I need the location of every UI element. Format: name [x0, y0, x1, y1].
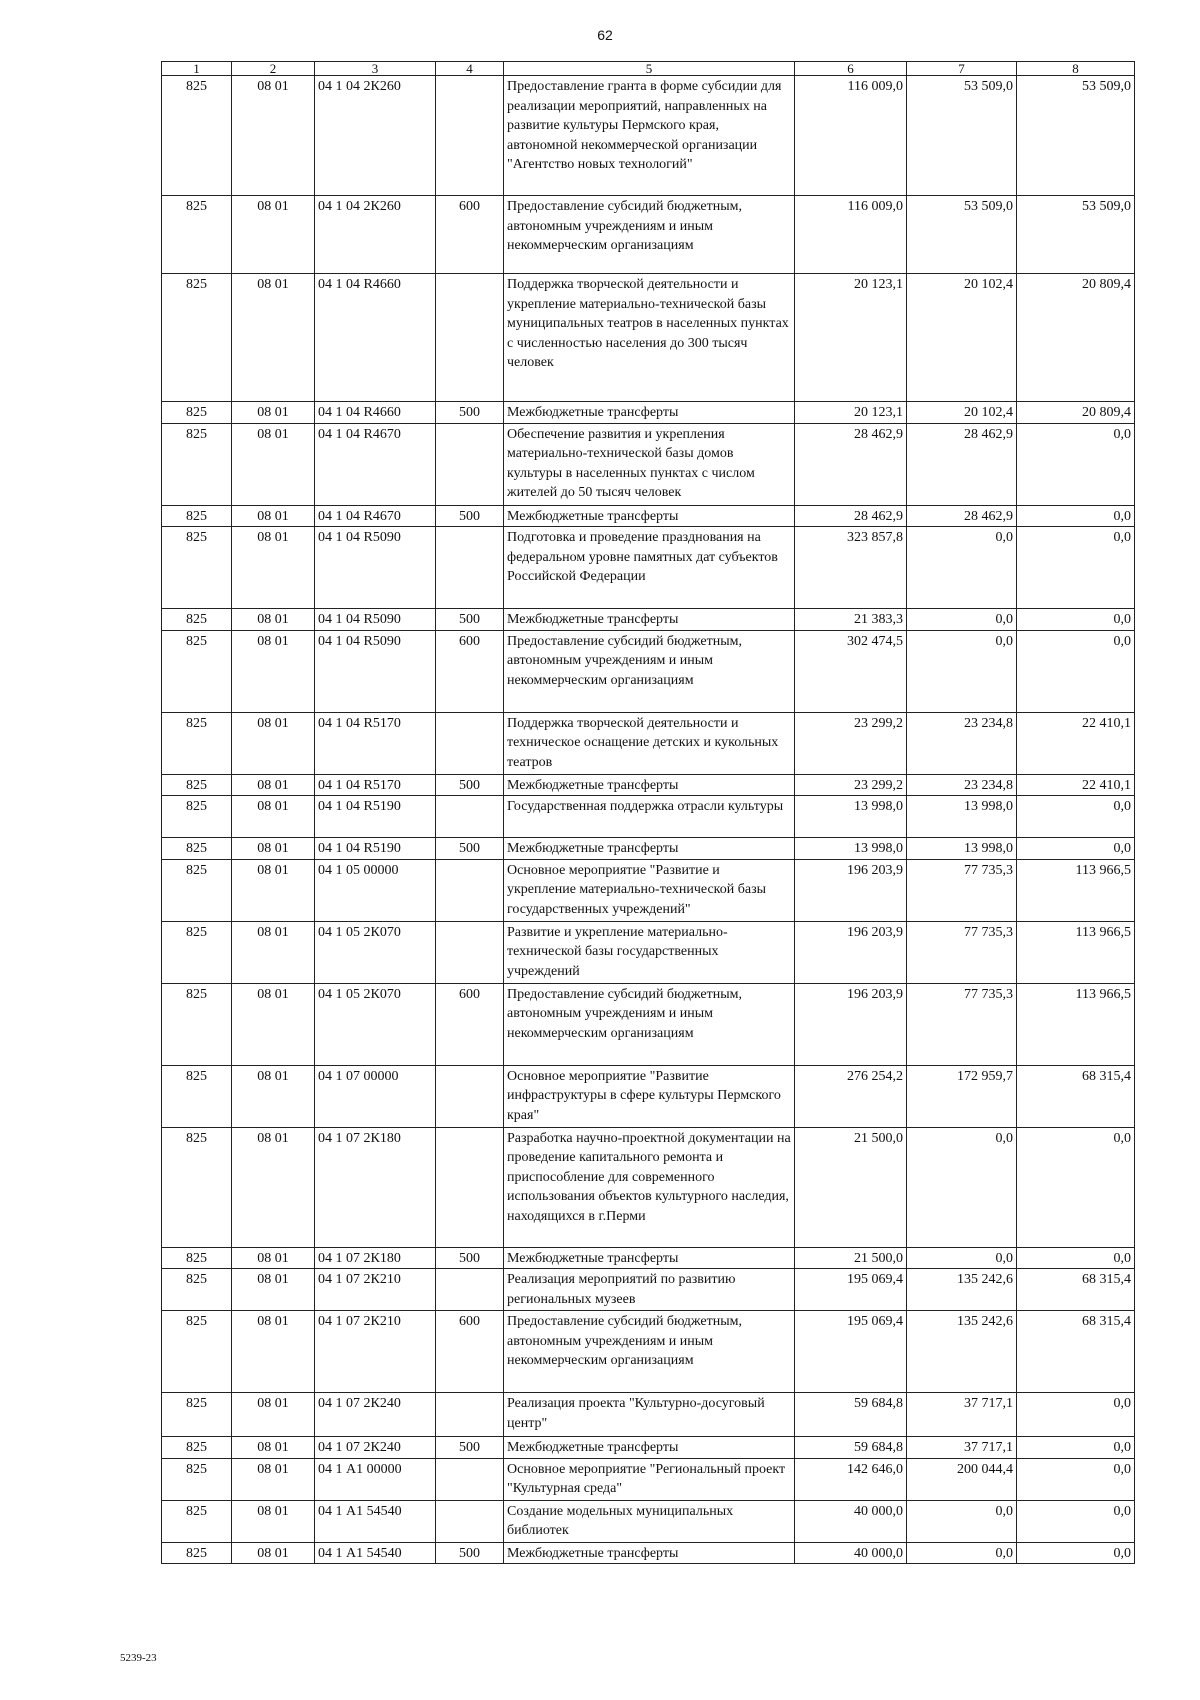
kvsr-code-cell: 825	[162, 1127, 232, 1247]
amount-2023-cell: 302 474,5	[795, 630, 907, 712]
amount-2023-cell: 13 998,0	[795, 838, 907, 860]
amount-2024-cell: 23 234,8	[907, 774, 1017, 796]
document-code: 5239-23	[120, 1652, 157, 1664]
section-code-cell: 08 01	[232, 796, 315, 838]
section-code-cell: 08 01	[232, 196, 315, 274]
kvsr-code-cell: 825	[162, 1458, 232, 1500]
amount-2023-cell: 196 203,9	[795, 859, 907, 921]
section-code-cell: 08 01	[232, 527, 315, 609]
kvsr-code-cell: 825	[162, 1393, 232, 1437]
amount-2023-cell: 23 299,2	[795, 712, 907, 774]
kvsr-code-cell: 825	[162, 196, 232, 274]
table-row	[162, 402, 1135, 424]
table-row	[162, 796, 1135, 838]
description-cell: Создание модельных муниципальных библиотек	[504, 1500, 795, 1542]
section-code-cell: 08 01	[232, 76, 315, 196]
kvsr-code-cell: 825	[162, 1500, 232, 1542]
amount-2025-cell: 113 966,5	[1017, 921, 1135, 983]
amount-2024-cell: 0,0	[907, 527, 1017, 609]
expense-type-code-cell: 500	[436, 505, 504, 527]
amount-2024-cell: 0,0	[907, 1500, 1017, 1542]
expense-type-code-cell: 500	[436, 838, 504, 860]
table-row	[162, 196, 1135, 274]
section-code-cell: 08 01	[232, 859, 315, 921]
amount-2024-cell: 135 242,6	[907, 1311, 1017, 1393]
amount-2024-cell: 13 998,0	[907, 838, 1017, 860]
table-row	[162, 505, 1135, 527]
expense-type-code-cell: 500	[436, 1542, 504, 1564]
amount-2025-cell: 0,0	[1017, 505, 1135, 527]
target-code-cell: 04 1 07 2К180	[315, 1247, 436, 1269]
description-cell: Межбюджетные трансферты	[504, 1247, 795, 1269]
target-code-cell: 04 1 А1 54540	[315, 1500, 436, 1542]
expense-type-code-cell: 500	[436, 774, 504, 796]
section-code-cell: 08 01	[232, 402, 315, 424]
description-cell: Разработка научно-проектной документации на проведение капитального ремонта и приспособление для современного использования объектов культурного наследия, находящихся в г.Перми	[504, 1127, 795, 1247]
budget-table	[161, 61, 1135, 1564]
amount-2025-cell: 0,0	[1017, 423, 1135, 505]
table-row	[162, 1127, 1135, 1247]
description-cell: Межбюджетные трансферты	[504, 609, 795, 631]
amount-2023-cell: 20 123,1	[795, 402, 907, 424]
amount-2023-cell: 142 646,0	[795, 1458, 907, 1500]
amount-2024-cell: 0,0	[907, 1247, 1017, 1269]
amount-2025-cell: 53 509,0	[1017, 76, 1135, 196]
section-code-cell: 08 01	[232, 838, 315, 860]
kvsr-code-cell: 825	[162, 423, 232, 505]
target-code-cell: 04 1 04 R5190	[315, 796, 436, 838]
section-code-cell: 08 01	[232, 505, 315, 527]
amount-2024-cell: 28 462,9	[907, 505, 1017, 527]
column-header: 8	[1017, 62, 1135, 76]
amount-2024-cell: 0,0	[907, 1542, 1017, 1564]
description-cell: Обеспечение развития и укрепления материально-технической базы домов культуры в населенных пунктах с числом жителей до 50 тысяч человек	[504, 423, 795, 505]
section-code-cell: 08 01	[232, 983, 315, 1065]
target-code-cell: 04 1 07 2К210	[315, 1311, 436, 1393]
amount-2025-cell: 113 966,5	[1017, 983, 1135, 1065]
amount-2024-cell: 53 509,0	[907, 76, 1017, 196]
amount-2025-cell: 20 809,4	[1017, 402, 1135, 424]
expense-type-code-cell: 500	[436, 1437, 504, 1459]
amount-2025-cell: 0,0	[1017, 1393, 1135, 1437]
target-code-cell: 04 1 07 2К210	[315, 1269, 436, 1311]
kvsr-code-cell: 825	[162, 712, 232, 774]
amount-2024-cell: 23 234,8	[907, 712, 1017, 774]
amount-2024-cell: 28 462,9	[907, 423, 1017, 505]
amount-2024-cell: 135 242,6	[907, 1269, 1017, 1311]
kvsr-code-cell: 825	[162, 505, 232, 527]
amount-2023-cell: 195 069,4	[795, 1311, 907, 1393]
amount-2023-cell: 28 462,9	[795, 505, 907, 527]
description-cell: Межбюджетные трансферты	[504, 1437, 795, 1459]
description-cell: Поддержка творческой деятельности и техническое оснащение детских и кукольных театров	[504, 712, 795, 774]
description-cell: Реализация мероприятий по развитию региональных музеев	[504, 1269, 795, 1311]
section-code-cell: 08 01	[232, 712, 315, 774]
amount-2024-cell: 77 735,3	[907, 983, 1017, 1065]
column-header: 1	[162, 62, 232, 76]
description-cell: Предоставление гранта в форме субсидии для реализации мероприятий, направленных на развитие культуры Пермского края, автономной некоммерческой организации "Агентство новых технологий"	[504, 76, 795, 196]
amount-2024-cell: 20 102,4	[907, 274, 1017, 402]
table-row	[162, 774, 1135, 796]
target-code-cell: 04 1 05 00000	[315, 859, 436, 921]
section-code-cell: 08 01	[232, 274, 315, 402]
column-header: 5	[504, 62, 795, 76]
table-row	[162, 921, 1135, 983]
amount-2024-cell: 0,0	[907, 609, 1017, 631]
amount-2025-cell: 0,0	[1017, 1500, 1135, 1542]
amount-2024-cell: 77 735,3	[907, 921, 1017, 983]
expense-type-code-cell: 500	[436, 609, 504, 631]
expense-type-code-cell: 500	[436, 402, 504, 424]
description-cell: Основное мероприятие "Развитие инфраструктуры в сфере культуры Пермского края"	[504, 1065, 795, 1127]
column-number-row	[162, 62, 1135, 76]
table-row	[162, 1247, 1135, 1269]
amount-2024-cell: 37 717,1	[907, 1437, 1017, 1459]
kvsr-code-cell: 825	[162, 609, 232, 631]
amount-2025-cell: 53 509,0	[1017, 196, 1135, 274]
expense-type-code-cell: 600	[436, 196, 504, 274]
amount-2025-cell: 0,0	[1017, 630, 1135, 712]
table-row	[162, 423, 1135, 505]
target-code-cell: 04 1 04 2К260	[315, 196, 436, 274]
amount-2023-cell: 276 254,2	[795, 1065, 907, 1127]
column-header: 7	[907, 62, 1017, 76]
table-row	[162, 1458, 1135, 1500]
amount-2024-cell: 172 959,7	[907, 1065, 1017, 1127]
description-cell: Основное мероприятие "Развитие и укрепление материально-технической базы государственных учреждений"	[504, 859, 795, 921]
expense-type-code-cell	[436, 76, 504, 196]
description-cell: Межбюджетные трансферты	[504, 838, 795, 860]
expense-type-code-cell	[436, 1269, 504, 1311]
table-row	[162, 1542, 1135, 1564]
table-row	[162, 1065, 1135, 1127]
kvsr-code-cell: 825	[162, 983, 232, 1065]
section-code-cell: 08 01	[232, 1437, 315, 1459]
section-code-cell: 08 01	[232, 1393, 315, 1437]
section-code-cell: 08 01	[232, 1065, 315, 1127]
expense-type-code-cell: 500	[436, 1247, 504, 1269]
section-code-cell: 08 01	[232, 609, 315, 631]
amount-2023-cell: 195 069,4	[795, 1269, 907, 1311]
kvsr-code-cell: 825	[162, 838, 232, 860]
kvsr-code-cell: 825	[162, 630, 232, 712]
table-row	[162, 838, 1135, 860]
target-code-cell: 04 1 04 R4670	[315, 505, 436, 527]
kvsr-code-cell: 825	[162, 527, 232, 609]
expense-type-code-cell	[436, 1393, 504, 1437]
amount-2025-cell: 68 315,4	[1017, 1269, 1135, 1311]
column-header: 4	[436, 62, 504, 76]
description-cell: Подготовка и проведение празднования на федеральном уровне памятных дат субъектов Российской Федерации	[504, 527, 795, 609]
expense-type-code-cell	[436, 712, 504, 774]
amount-2025-cell: 68 315,4	[1017, 1311, 1135, 1393]
kvsr-code-cell: 825	[162, 921, 232, 983]
table-row	[162, 1311, 1135, 1393]
expense-type-code-cell	[436, 1065, 504, 1127]
section-code-cell: 08 01	[232, 1542, 315, 1564]
target-code-cell: 04 1 04 R5090	[315, 630, 436, 712]
amount-2023-cell: 196 203,9	[795, 983, 907, 1065]
amount-2024-cell: 77 735,3	[907, 859, 1017, 921]
target-code-cell: 04 1 07 2К180	[315, 1127, 436, 1247]
expense-type-code-cell	[436, 423, 504, 505]
page-number: 62	[597, 27, 613, 43]
target-code-cell: 04 1 07 2К240	[315, 1437, 436, 1459]
amount-2023-cell: 116 009,0	[795, 196, 907, 274]
amount-2023-cell: 196 203,9	[795, 921, 907, 983]
amount-2025-cell: 0,0	[1017, 1127, 1135, 1247]
amount-2025-cell: 0,0	[1017, 609, 1135, 631]
amount-2025-cell: 0,0	[1017, 1542, 1135, 1564]
table-row	[162, 1500, 1135, 1542]
table-row	[162, 1393, 1135, 1437]
expense-type-code-cell: 600	[436, 630, 504, 712]
section-code-cell: 08 01	[232, 630, 315, 712]
section-code-cell: 08 01	[232, 1500, 315, 1542]
description-cell: Основное мероприятие "Региональный проект "Культурная среда"	[504, 1458, 795, 1500]
target-code-cell: 04 1 А1 00000	[315, 1458, 436, 1500]
amount-2023-cell: 59 684,8	[795, 1393, 907, 1437]
expense-type-code-cell	[436, 1500, 504, 1542]
description-cell: Развитие и укрепление материально-технической базы государственных учреждений	[504, 921, 795, 983]
section-code-cell: 08 01	[232, 423, 315, 505]
target-code-cell: 04 1 04 R4670	[315, 423, 436, 505]
amount-2023-cell: 21 500,0	[795, 1247, 907, 1269]
description-cell: Межбюджетные трансферты	[504, 505, 795, 527]
amount-2023-cell: 21 383,3	[795, 609, 907, 631]
amount-2024-cell: 0,0	[907, 1127, 1017, 1247]
description-cell: Межбюджетные трансферты	[504, 774, 795, 796]
table-row	[162, 630, 1135, 712]
column-header: 6	[795, 62, 907, 76]
kvsr-code-cell: 825	[162, 859, 232, 921]
amount-2025-cell: 20 809,4	[1017, 274, 1135, 402]
table-body	[162, 76, 1135, 1564]
amount-2024-cell: 37 717,1	[907, 1393, 1017, 1437]
expense-type-code-cell	[436, 527, 504, 609]
kvsr-code-cell: 825	[162, 402, 232, 424]
kvsr-code-cell: 825	[162, 1542, 232, 1564]
target-code-cell: 04 1 04 2К260	[315, 76, 436, 196]
section-code-cell: 08 01	[232, 1127, 315, 1247]
column-header: 3	[315, 62, 436, 76]
amount-2023-cell: 40 000,0	[795, 1500, 907, 1542]
expense-type-code-cell	[436, 859, 504, 921]
kvsr-code-cell: 825	[162, 76, 232, 196]
amount-2025-cell: 113 966,5	[1017, 859, 1135, 921]
section-code-cell: 08 01	[232, 774, 315, 796]
amount-2023-cell: 20 123,1	[795, 274, 907, 402]
target-code-cell: 04 1 04 R5090	[315, 609, 436, 631]
amount-2023-cell: 116 009,0	[795, 76, 907, 196]
table-row	[162, 859, 1135, 921]
target-code-cell: 04 1 04 R5170	[315, 712, 436, 774]
description-cell: Поддержка творческой деятельности и укрепление материально-технической базы муниципальных театров в населенных пунктах с численностью населения до 300 тысяч человек	[504, 274, 795, 402]
amount-2023-cell: 40 000,0	[795, 1542, 907, 1564]
amount-2024-cell: 53 509,0	[907, 196, 1017, 274]
expense-type-code-cell	[436, 274, 504, 402]
amount-2025-cell: 0,0	[1017, 527, 1135, 609]
column-header: 2	[232, 62, 315, 76]
amount-2024-cell: 20 102,4	[907, 402, 1017, 424]
target-code-cell: 04 1 07 2К240	[315, 1393, 436, 1437]
description-cell: Реализация проекта "Культурно-досуговый центр"	[504, 1393, 795, 1437]
table-row	[162, 1437, 1135, 1459]
target-code-cell: 04 1 04 R4660	[315, 402, 436, 424]
amount-2024-cell: 0,0	[907, 630, 1017, 712]
expense-type-code-cell	[436, 921, 504, 983]
amount-2023-cell: 21 500,0	[795, 1127, 907, 1247]
amount-2025-cell: 0,0	[1017, 1437, 1135, 1459]
target-code-cell: 04 1 А1 54540	[315, 1542, 436, 1564]
kvsr-code-cell: 825	[162, 1269, 232, 1311]
description-cell: Межбюджетные трансферты	[504, 402, 795, 424]
section-code-cell: 08 01	[232, 1269, 315, 1311]
amount-2025-cell: 0,0	[1017, 1247, 1135, 1269]
expense-type-code-cell	[436, 1458, 504, 1500]
table-row	[162, 983, 1135, 1065]
kvsr-code-cell: 825	[162, 1311, 232, 1393]
kvsr-code-cell: 825	[162, 1247, 232, 1269]
amount-2023-cell: 23 299,2	[795, 774, 907, 796]
section-code-cell: 08 01	[232, 1458, 315, 1500]
table-row	[162, 527, 1135, 609]
table-row	[162, 712, 1135, 774]
section-code-cell: 08 01	[232, 1247, 315, 1269]
kvsr-code-cell: 825	[162, 1065, 232, 1127]
kvsr-code-cell: 825	[162, 774, 232, 796]
kvsr-code-cell: 825	[162, 1437, 232, 1459]
description-cell: Государственная поддержка отрасли культуры	[504, 796, 795, 838]
description-cell: Предоставление субсидий бюджетным, автономным учреждениям и иным некоммерческим организациям	[504, 983, 795, 1065]
target-code-cell: 04 1 04 R5090	[315, 527, 436, 609]
table-row	[162, 274, 1135, 402]
amount-2024-cell: 13 998,0	[907, 796, 1017, 838]
description-cell: Предоставление субсидий бюджетным, автономным учреждениям и иным некоммерческим организациям	[504, 630, 795, 712]
target-code-cell: 04 1 04 R4660	[315, 274, 436, 402]
expense-type-code-cell: 600	[436, 1311, 504, 1393]
amount-2025-cell: 22 410,1	[1017, 712, 1135, 774]
kvsr-code-cell: 825	[162, 796, 232, 838]
expense-type-code-cell	[436, 796, 504, 838]
target-code-cell: 04 1 04 R5170	[315, 774, 436, 796]
amount-2023-cell: 323 857,8	[795, 527, 907, 609]
amount-2023-cell: 59 684,8	[795, 1437, 907, 1459]
description-cell: Предоставление субсидий бюджетным, автономным учреждениям и иным некоммерческим организациям	[504, 196, 795, 274]
table-row	[162, 76, 1135, 196]
amount-2025-cell: 0,0	[1017, 1458, 1135, 1500]
amount-2024-cell: 200 044,4	[907, 1458, 1017, 1500]
kvsr-code-cell: 825	[162, 274, 232, 402]
expense-type-code-cell: 600	[436, 983, 504, 1065]
section-code-cell: 08 01	[232, 921, 315, 983]
section-code-cell: 08 01	[232, 1311, 315, 1393]
table-row	[162, 609, 1135, 631]
target-code-cell: 04 1 07 00000	[315, 1065, 436, 1127]
target-code-cell: 04 1 05 2К070	[315, 983, 436, 1065]
amount-2025-cell: 68 315,4	[1017, 1065, 1135, 1127]
amount-2025-cell: 22 410,1	[1017, 774, 1135, 796]
expense-type-code-cell	[436, 1127, 504, 1247]
amount-2023-cell: 28 462,9	[795, 423, 907, 505]
amount-2023-cell: 13 998,0	[795, 796, 907, 838]
amount-2025-cell: 0,0	[1017, 838, 1135, 860]
table-row	[162, 1269, 1135, 1311]
target-code-cell: 04 1 04 R5190	[315, 838, 436, 860]
amount-2025-cell: 0,0	[1017, 796, 1135, 838]
target-code-cell: 04 1 05 2К070	[315, 921, 436, 983]
description-cell: Предоставление субсидий бюджетным, автономным учреждениям и иным некоммерческим организациям	[504, 1311, 795, 1393]
description-cell: Межбюджетные трансферты	[504, 1542, 795, 1564]
